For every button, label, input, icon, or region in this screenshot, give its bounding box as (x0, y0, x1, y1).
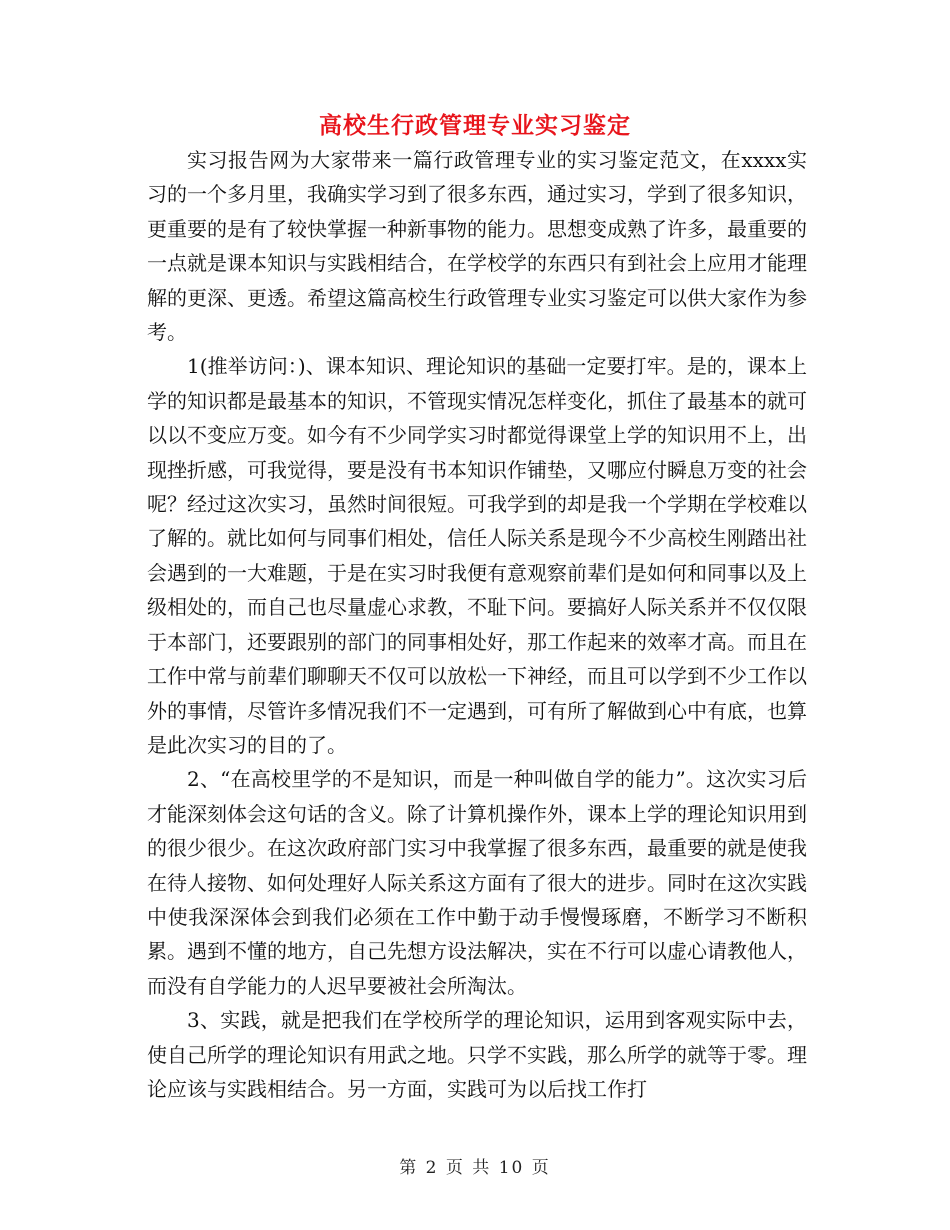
paragraph-intro: 实习报告网为大家带来一篇行政管理专业的实习鉴定范文，在xxxx实习的一个多月里，我确实学习到了很多东西，通过实习，学到了很多知识，更重要的是有了较快掌握一种新事物的能力。思想变成熟了许多，最重要的一点就是课本知识与实践相结合，在学校学的东西只有到社会上应用才能理解的更深、更透。希望这篇高校生行政管理专业实习鉴定可以供大家作为参考。 (147, 148, 807, 345)
paragraph-point-1: 1(推举访问：)、课本知识、理论知识的基础一定要打牢。是的，课本上学的知识都是最基本的知识，不管现实情况怎样变化，抓住了最基本的就可以以不变应万变。如今有不少同学实习时都觉得课堂上学的知识用不上，出现挫折感，可我觉得，要是没有书本知识作铺垫，又哪应付瞬息万变的社会呢？经过这次实习，虽然时间很短。可我学到的却是我一个学期在学校难以了解的。就比如何与同事们相处，信任人际关系是现今不少高校生刚踏出社会遇到的一大难题，于是在实习时我便有意观察前辈们是如何和同事以及上级相处的，而自己也尽量虚心求教，不耻下问。要搞好人际关系并不仅仅限于本部门，还要跟别的部门的同事相处好，那工作起来的效率才高。而且在工作中常与前辈们聊聊天不仅可以放松一下神经，而且可以学到不少工作以外的事情，尽管许多情况我们不一定遇到，可有所了解做到心中有底，也算是此次实习的目的了。 (147, 354, 807, 757)
document-title: 高校生行政管理专业实习鉴定 (319, 112, 631, 139)
page-number-footer: 第 2 页 共 10 页 (399, 1158, 551, 1178)
paragraph-point-3: 3、实践，就是把我们在学校所学的理论知识，运用到客观实际中去，使自己所学的理论知识有用武之地。只学不实践，那么所学的就等于零。理论应该与实践相结合。另一方面，实践可为以后找工作打 (147, 1008, 807, 1101)
paragraph-point-2: 2、“在高校里学的不是知识，而是一种叫做自学的能力”。这次实习后才能深刻体会这句话的含义。除了计算机操作外，课本上学的理论知识用到的很少很少。在这次政府部门实习中我掌握了很多东西，最重要的就是使我在待人接物、如何处理好人际关系这方面有了很大的进步。同时在这次实践中使我深深体会到我们必须在工作中勤于动手慢慢琢磨，不断学习不断积累。遇到不懂的地方，自己先想方设法解决，实在不行可以虚心请教他人，而没有自学能力的人迟早要被社会所淘汰。 (147, 767, 807, 998)
document-body (147, 143, 807, 1106)
